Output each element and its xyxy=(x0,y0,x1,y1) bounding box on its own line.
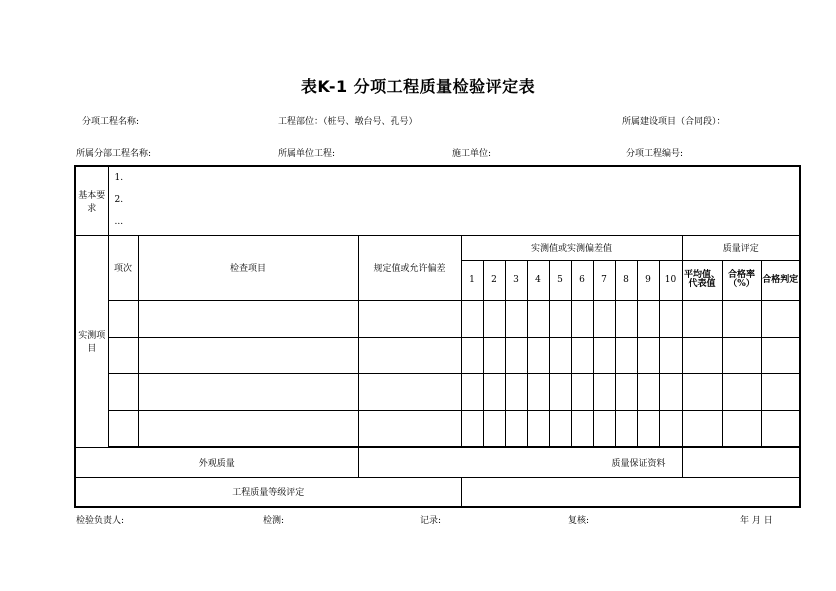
table-row xyxy=(75,410,800,446)
table-row xyxy=(75,300,800,337)
footer-review: 复核: xyxy=(568,516,590,526)
col-spec-header: 规定值或允许偏差 xyxy=(358,235,461,300)
project-label: 所属建设项目（合同段）： xyxy=(622,117,726,127)
value-number: 8 xyxy=(615,260,637,300)
value-number: 5 xyxy=(549,260,571,300)
table-row xyxy=(75,337,800,373)
inspection-table xyxy=(74,165,801,508)
footer-responsible: 检验负责人: xyxy=(76,516,125,526)
footer-inspect: 检测: xyxy=(263,516,285,526)
appearance-label: 外观质量 xyxy=(75,447,358,477)
assurance-value xyxy=(682,447,800,477)
value-number: 3 xyxy=(505,260,527,300)
table-row xyxy=(75,373,800,410)
value-number: 7 xyxy=(593,260,615,300)
number-label: 分项工程编号: xyxy=(626,149,684,159)
unit-label: 所属单位工程: xyxy=(278,149,336,159)
division-label: 所属分部工程名称: xyxy=(76,149,152,159)
assurance-label: 质量保证资料 xyxy=(611,458,666,469)
col-rate-header: 合格率（%） xyxy=(722,260,761,300)
footer-date: 年 月 日 xyxy=(740,516,773,526)
measured-items-label: 实测项目 xyxy=(75,235,108,447)
col-item-header: 检查项目 xyxy=(138,235,358,300)
value-number: 4 xyxy=(527,260,549,300)
grade-label: 工程质量等级评定 xyxy=(75,477,461,507)
footer-record: 记录: xyxy=(420,516,442,526)
col-average-header: 平均值、代表值 xyxy=(682,260,722,300)
location-label: 工程部位：（桩号、墩台号、孔号） xyxy=(278,117,418,127)
col-quality-header: 质量评定 xyxy=(682,235,800,260)
grade-value xyxy=(461,477,800,507)
appearance-value xyxy=(358,447,682,477)
requirement-line: 2. xyxy=(114,195,124,205)
value-number: 2 xyxy=(483,260,505,300)
col-values-header: 实测值或实测偏差值 xyxy=(461,235,682,260)
col-index-header: 项次 xyxy=(108,235,138,300)
item-name-label: 分项工程名称: xyxy=(82,117,140,127)
requirement-line: ... xyxy=(114,217,124,227)
value-number: 6 xyxy=(571,260,593,300)
contractor-label: 施工单位: xyxy=(452,149,492,159)
value-number: 1 xyxy=(461,260,483,300)
value-number: 10 xyxy=(659,260,682,300)
basic-requirements-label: 基本要求 xyxy=(75,166,108,235)
col-pass-header: 合格判定 xyxy=(761,260,800,300)
value-number: 9 xyxy=(637,260,659,300)
basic-requirements-content xyxy=(108,166,800,235)
page-title: 表K-1 分项工程质量检验评定表 xyxy=(300,77,536,96)
requirement-line: 1. xyxy=(114,173,124,183)
